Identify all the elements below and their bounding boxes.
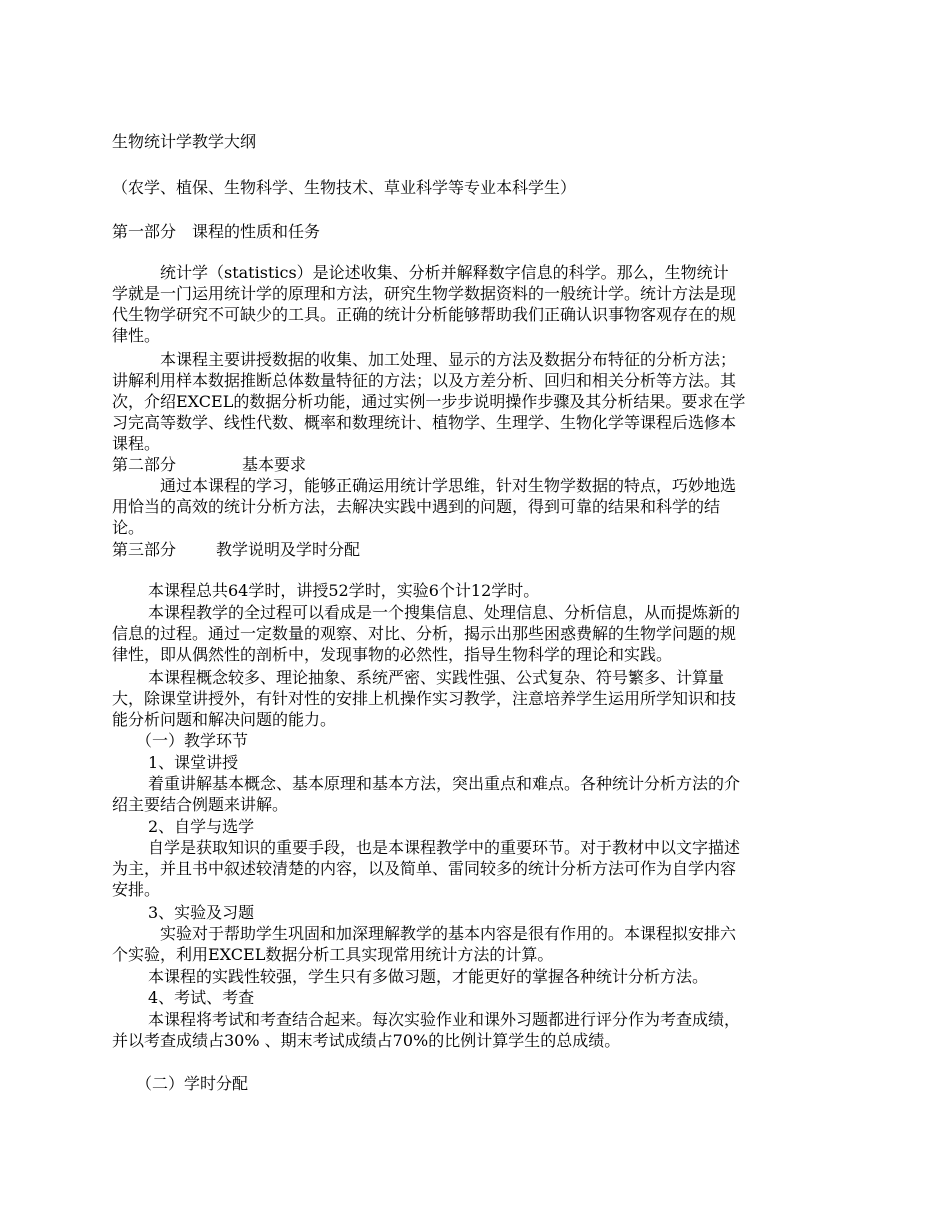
part1-p2-line-1: 本课程主要讲授数据的收集、加工处理、显示的方法及数据分布特征的分析方法； [160, 350, 737, 369]
part1-p1-line-1: 统计学（statistics）是论述收集、分析并解释数字信息的科学。那么，生物统计 [160, 263, 729, 282]
item1-text-line-2: 绍主要结合例题来讲解。 [112, 795, 289, 814]
part1-p2-line-5: 课程。 [112, 434, 161, 453]
item4-text-line-2: 并以考查成绩占30% 、期末考试成绩占70%的比例计算学生的总成绩。 [112, 1031, 621, 1050]
item4-text-line-1: 本课程将考试和考查结合起来。每次实验作业和课外习题都进行评分作为考查成绩， [148, 1010, 741, 1029]
part1-p1-line-2: 学就是一门运用统计学的原理和方法，研究生物学数据资料的一般统计学。统计方法是现 [112, 284, 737, 303]
sec1-heading: （一）教学环节 [136, 731, 249, 750]
item2-text-line-3: 安排。 [112, 880, 161, 899]
part1-p1-line-4: 律性。 [112, 326, 161, 345]
part3-p3-line-2: 大，除课堂讲授外，有针对性的安排上机操作实习教学，注意培养学生运用所学知识和技 [112, 689, 737, 708]
part3-heading-title: 教学说明及学时分配 [216, 540, 361, 559]
part2-p1-line-2: 用恰当的高效的统计分析方法，去解决实践中遇到的问题，得到可靠的结果和科学的结 [112, 497, 721, 516]
part3-heading-label: 第三部分 [112, 540, 177, 559]
part3-p2-line-2: 信息的过程。通过一定数量的观察、对比、分析，揭示出那些困惑费解的生物学问题的规 [112, 624, 737, 643]
part2-heading-title: 基本要求 [242, 455, 307, 474]
part2-p1-line-1: 通过本课程的学习，能够正确运用统计学思维，针对生物学数据的特点，巧妙地选 [160, 476, 737, 495]
part1-p2-line-3: 次，介绍EXCEL的数据分析功能，通过实例一步步说明操作步骤及其分析结果。要求在学 [112, 392, 746, 411]
item2-text-line-1: 自学是获取知识的重要手段，也是本课程教学中的重要环节。对于教材中以文字描述 [148, 838, 741, 857]
item2-heading: 2、自学与选学 [148, 817, 255, 836]
item3-text2: 本课程的实践性较强，学生只有多做习题，才能更好的掌握各种统计分析方法。 [148, 967, 709, 986]
part1-p2-line-4: 习完高等数学、线性代数、概率和数理统计、植物学、生理学、生物化学等课程后选修本 [112, 413, 737, 432]
part3-p2-line-1: 本课程教学的全过程可以看成是一个搜集信息、处理信息、分析信息，从而提炼新的 [148, 603, 741, 622]
part2-p1-line-3: 论。 [112, 518, 145, 537]
item3-heading: 3、实验及习题 [148, 903, 255, 922]
part3-p1: 本课程总共64学时，讲授52学时，实验6个计12学时。 [148, 581, 540, 600]
part3-p3-line-1: 本课程概念较多、理论抽象、系统严密、实践性强、公式复杂、符号繁多、计算量 [148, 668, 725, 687]
part2-heading-label: 第二部分 [112, 455, 177, 474]
audience-line: （农学、植保、生物科学、生物技术、草业科学等专业本科学生） [112, 178, 577, 197]
sec2-heading: （二）学时分配 [136, 1074, 249, 1093]
item2-text-line-2: 为主，并且书中叙述较清楚的内容，以及简单、雷同较多的统计分析方法可作为自学内容 [112, 859, 737, 878]
item3-text-line-1: 实验对于帮助学生巩固和加深理解教学的基本内容是很有作用的。本课程拟安排六 [160, 924, 737, 943]
part3-p2-line-3: 律性，即从偶然性的剖析中，发现事物的必然性，指导生物科学的理论和实践。 [112, 645, 673, 664]
item3-text-line-2: 个实验，利用EXCEL数据分析工具实现常用统计方法的计算。 [112, 945, 554, 964]
item1-text-line-1: 着重讲解基本概念、基本原理和基本方法，突出重点和难点。各种统计分析方法的介 [148, 774, 741, 793]
item1-heading: 1、课堂讲授 [148, 753, 239, 772]
item4-heading: 4、考试、考查 [148, 988, 255, 1007]
part1-p2-line-2: 讲解利用样本数据推断总体数量特征的方法；以及方差分析、回归和相关分析等方法。其 [112, 371, 737, 390]
doc-title: 生物统计学教学大纲 [112, 132, 257, 151]
part1-heading: 第一部分 课程的性质和任务 [112, 222, 321, 241]
part3-p3-line-3: 能分析问题和解决问题的能力。 [112, 710, 337, 729]
part1-p1-line-3: 代生物学研究不可缺少的工具。正确的统计分析能够帮助我们正确认识事物客观存在的规 [112, 305, 737, 324]
